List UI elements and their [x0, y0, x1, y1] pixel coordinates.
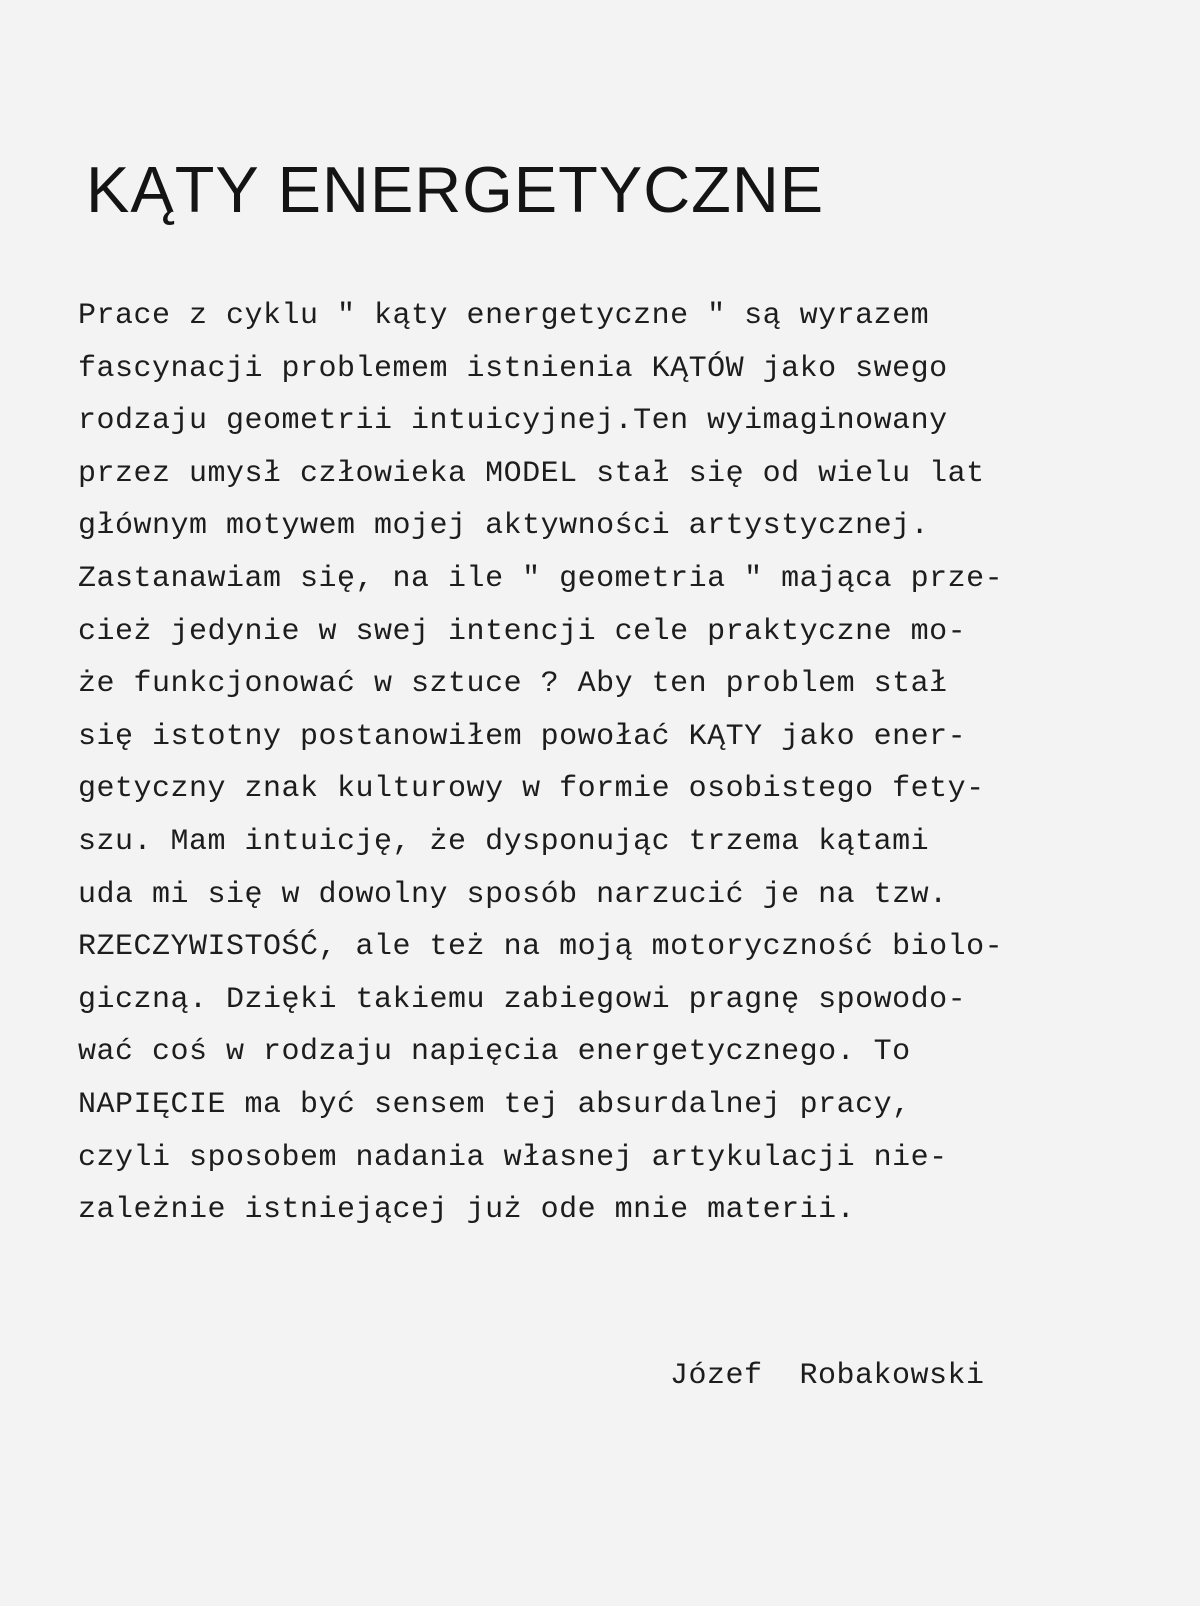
text-line: przez umysł człowieka MODEL stał się od wielu lat — [78, 456, 985, 491]
body-text — [78, 290, 1158, 1237]
text-line: Zastanawiam się, na ile " geometria " mająca prze- — [78, 561, 1004, 596]
text-line: NAPIĘCIE ma być sensem tej absurdalnej pracy, — [78, 1087, 911, 1122]
text-line: wać coś w rodzaju napięcia energetycznego. To — [78, 1035, 911, 1070]
text-line: Prace z cyklu " kąty energetyczne " są wyrazem — [78, 299, 930, 333]
text-line: czyli sposobem nadania własnej artykulacji nie- — [78, 1140, 948, 1175]
text-line: głównym motywem mojej aktywności artystycznej. — [78, 509, 930, 544]
text-line: uda mi się w dowolny sposób narzucić je na tzw. — [78, 877, 948, 912]
text-line: RZECZYWISTOŚĆ, ale też na moją motoryczność biolo- — [78, 930, 1004, 965]
text-line: rodzaju geometrii intuicyjnej.Ten wyimaginowany — [78, 404, 948, 439]
text-line: fascynacji problemem istnienia KĄTÓW jako swego — [78, 351, 948, 386]
text-line: giczną. Dzięki takiemu zabiegowi pragnę spowodo- — [78, 982, 967, 1017]
text-line: zależnie istniejącej już ode mnie materii. — [78, 1193, 856, 1228]
author-signature: Józef Robakowski — [670, 1359, 985, 1393]
text-line: getyczny znak kulturowy w formie osobistego fety- — [78, 772, 985, 807]
text-line: że funkcjonować w sztuce ? Aby ten problem stał — [78, 667, 948, 702]
text-line: cież jedynie w swej intencji cele praktyczne mo- — [78, 614, 967, 649]
text-line: szu. Mam intuicję, że dysponując trzema kątami — [78, 824, 930, 859]
text-line: się istotny postanowiłem powołać KĄTY jako ener- — [78, 719, 967, 754]
page-title: KĄTY ENERGETYCZNE — [86, 153, 825, 226]
